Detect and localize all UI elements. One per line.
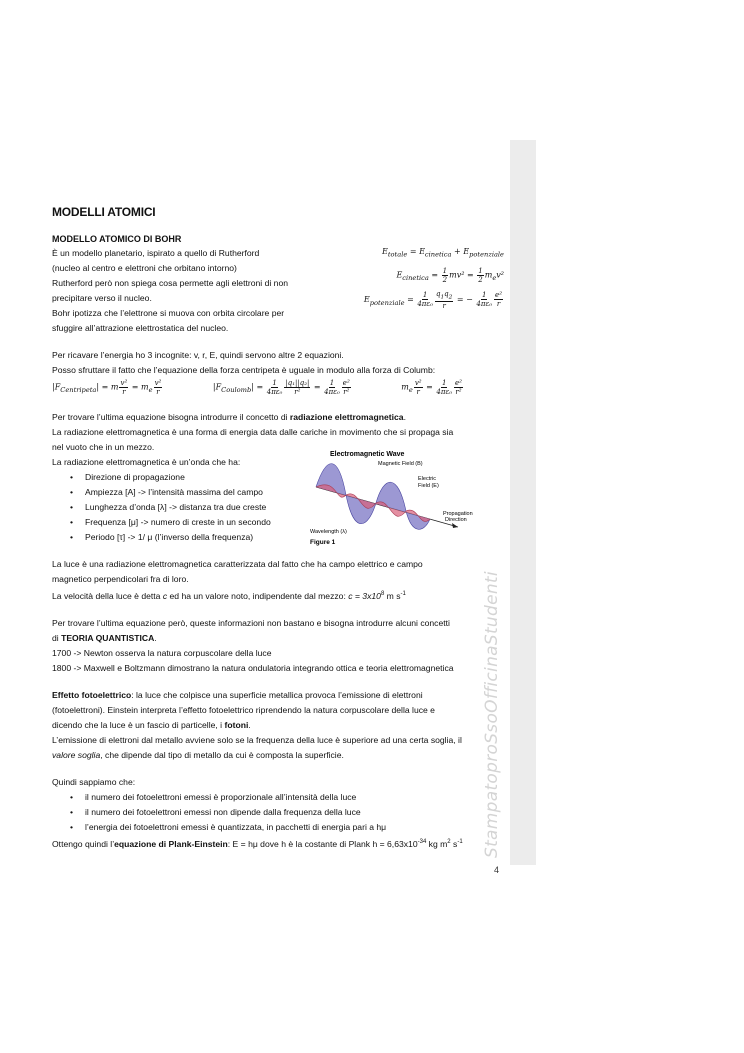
bohr-equations [344,232,504,336]
bohr-line: sfuggire all’attrazione elettrostatica del nucleo. [52,323,229,333]
photo-line: L’emissione di elettroni dal metallo avviene solo se la frequenza della luce è superiore ad una certa soglia, il [52,734,462,745]
magnetic-field-label: Magnetic Field (B) [378,461,423,467]
bohr-heading: MODELLO ATOMICO DI BOHR [52,234,182,244]
em-wave-figure [308,447,498,547]
figure-title: Electromagnetic Wave [330,451,405,458]
list-item: • il numero dei fotoelettroni emessi non dipende dalla frequenza della luce [85,805,504,820]
bohr-line: precipitare verso il nucleo. [52,293,152,303]
coulomb-force-equation: $|F_{Coulomb}|$ = $\frac{1}{\text{4πε₀}}$ $\frac{\text{|q₁||q₂|}}{\text{r²}}$ = $\frac{1}{\text{4πε₀}}$ $\frac{\text{e²}}{\text{r²}}$ [212,379,350,397]
quantum-line: 1700 -> Newton osserva la natura corpuscolare della luce [52,647,272,658]
bohr-line: Bohr ipotizza che l’elettrone si muova con orbita circolare per [52,308,285,318]
magnetic-wave [316,464,430,530]
photo-line: (fotoelettroni). Einstein interpreta l’effetto fotoelettrico riprendendo la natura corpuscolare della luce e [52,704,435,715]
em-properties-list [52,470,271,545]
wavelength-label: Wavelength (λ) [310,529,347,535]
propagation-label-2: Direction [445,517,467,523]
list-item: • Periodo [τ] -> 1/ μ (l’inverso della frequenza) [85,530,271,545]
list-item: • Ampiezza [A] -> l’intensità massima del campo [85,485,271,500]
electric-field-label-1: Electric [418,476,437,482]
em-wave-block [52,451,504,547]
quantum-line: 1800 -> Maxwell e Boltzmann dimostrano la natura ondulatoria integrando ottica e teoria elettromagnetica [52,662,454,673]
energy-line: Posso sfruttare il fatto che l’equazione della forza centripeta è uguale in modulo alla forza di Columb: [52,365,436,375]
em-line: nel vuoto che in un mezzo. [52,442,155,452]
electric-field-label-2: Field (E) [418,483,439,489]
figure-caption: Figure 1 [310,539,336,546]
summary-list [52,790,504,835]
potential-energy-equation: $E_{potenziale}$ = $\frac{1}{\text{4πε₀}}$ $\frac{q_1q_2}{r}$ = − $\frac{1}{\text{4πε₀}}$ $\frac{\text{e²}}{r}$ [363,289,502,311]
energy-line: Per ricavare l’energia ho 3 incognite: v, r, E, quindi servono altre 2 equazioni. [52,350,344,360]
energy-total-equation: $E_{totale} = E_{cinetica} + E_{potenziale}$ [382,247,504,259]
summary-intro: Quindi sappiamo che: [52,776,136,787]
axis-arrow [452,523,458,528]
propagation-label-1: Propagation [443,511,473,517]
list-item: • Frequenza [μ] -> numero di creste in un secondo [85,515,271,530]
plank-einstein-line: Ottengo quindi l’equazione di Plank-Einstein: E = hμ dove h è la costante di Plank $h = 6,63x10^{-34}$ kg $m^2$ $s^{-1}$ [52,838,463,849]
em-line: La radiazione elettromagnetica è un’onda che ha: [52,457,241,467]
list-item: • Direzione di propagazione [85,470,271,485]
light-line: La luce è una radiazione elettromagnetica caratterizzata dal fatto che ha campo elettrico e campo [52,559,423,569]
centripetal-force-equation: $|F_{Centripeta}| = m$ $\frac{\text{v²}}{r}$ = $m_e$ $\frac{\text{v²}}{r}$ [52,379,162,397]
photo-line: dicendo che la luce è un fascio di particelle, i fotoni. [52,719,251,730]
page-number: 4 [494,865,500,875]
photo-line: Effetto fotoelettrico: la luce che colpisce una superficie metallica provoca l’emissione di elettroni [52,689,423,700]
bohr-section [52,232,504,336]
light-speed-line: La velocità della luce è detta c ed ha un valore noto, indipendente dal mezzo: $c = 3x10^8$ m $s^{-1}$ [52,590,406,601]
page-title: MODELLI ATOMICI [52,205,156,219]
light-line: magnetico perpendicolari fra di loro. [52,574,189,584]
list-item: • il numero dei fotoelettroni emessi è proporzionale all’intensità della luce [85,790,504,805]
bohr-line: Rutherford però non spiega cosa permette agli elettroni di non [52,278,288,288]
quantum-line: di TEORIA QUANTISTICA. [52,632,157,643]
bohr-line: (nucleo al centro e elettroni che orbitano intorno) [52,263,237,273]
photo-line: valore soglia, che dipende dal tipo di metallo da cui è composta la superficie. [52,749,344,760]
em-line: La radiazione elettromagnetica è una forma di energia data dalle cariche in movimento che si propaga sia [52,427,454,437]
list-item: • l’energia dei fotoelettroni emessi è quantizzata, in pacchetti di energia pari a hμ [85,820,504,835]
equality-equation: $m_e$ $\frac{\text{v²}}{r}$ = $\frac{1}{\text{4πε₀}}$ $\frac{\text{e²}}{\text{r²}}$ [401,379,462,397]
watermark: StampatoproSsoOfficinaStudenti [482,571,502,858]
list-item: • Lunghezza d’onda [λ] -> distanza tra due creste [85,500,271,515]
force-equations [52,378,504,400]
comment-margin [510,140,536,865]
bohr-line: È un modello planetario, ispirato a quello di Rutherford [52,248,260,258]
em-intro: Per trovare l’ultima equazione bisogna introdurre il concetto di radiazione elettromagnetica. [52,412,406,422]
kinetic-energy-equation: $E_{cinetica}$ = $\frac{1}{2}$ mv² = $\frac{1}{2}$ $m_ev^2$ [396,266,504,284]
page-content [52,205,504,852]
quantum-line: Per trovare l’ultima equazione però, queste informazioni non bastano e bisogna introdurre alcuni concetti [52,617,450,628]
